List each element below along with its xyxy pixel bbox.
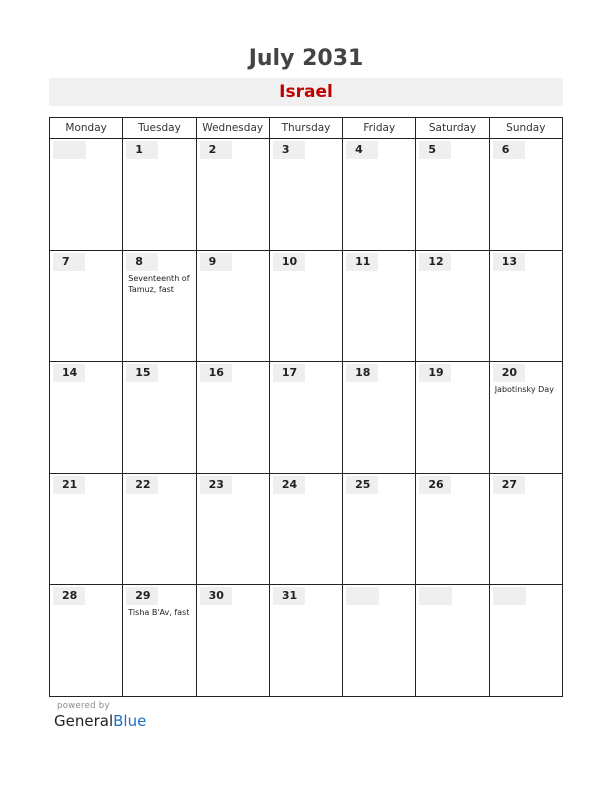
day-number: 31 <box>273 587 305 605</box>
weekday-thursday: Thursday <box>270 118 343 139</box>
day-cell <box>197 251 270 363</box>
day-number: 3 <box>273 141 305 159</box>
day-number: 28 <box>53 587 85 605</box>
weekday-monday: Monday <box>50 118 123 139</box>
calendar-grid <box>49 117 563 697</box>
day-number: 9 <box>200 253 232 271</box>
day-number: 25 <box>346 476 378 494</box>
day-cell <box>490 139 563 251</box>
day-cell <box>416 585 489 697</box>
day-number <box>493 587 526 605</box>
holiday-label: Jabotinsky Day <box>494 385 554 395</box>
day-cell <box>50 362 123 474</box>
week-row <box>50 139 563 251</box>
week-row <box>50 362 563 474</box>
generalblue-logo[interactable] <box>54 712 146 730</box>
day-cell <box>197 474 270 586</box>
weekday-wednesday: Wednesday <box>197 118 270 139</box>
day-number: 17 <box>273 364 305 382</box>
day-cell <box>416 474 489 586</box>
day-number: 29 <box>126 587 158 605</box>
day-cell <box>490 251 563 363</box>
day-number: 30 <box>200 587 232 605</box>
day-cell <box>343 474 416 586</box>
day-cell <box>416 139 489 251</box>
weekday-tuesday: Tuesday <box>123 118 196 139</box>
weekday-header-row <box>50 118 563 139</box>
day-cell <box>490 474 563 586</box>
day-number: 16 <box>200 364 232 382</box>
day-cell <box>123 585 196 697</box>
day-cell <box>490 362 563 474</box>
calendar-weeks <box>50 139 563 697</box>
day-number <box>419 587 452 605</box>
day-number <box>53 141 86 159</box>
day-number: 7 <box>53 253 85 271</box>
day-number: 26 <box>419 476 451 494</box>
week-row <box>50 474 563 586</box>
day-number: 21 <box>53 476 85 494</box>
day-number: 19 <box>419 364 451 382</box>
day-number: 2 <box>200 141 232 159</box>
day-number: 15 <box>126 364 158 382</box>
day-cell <box>50 474 123 586</box>
holiday-label: Seventeenth of Tamuz, fast <box>128 273 190 294</box>
day-number: 18 <box>346 364 378 382</box>
brand-blue: Blue <box>113 712 147 730</box>
day-number: 5 <box>419 141 451 159</box>
day-cell <box>197 139 270 251</box>
country-label: Israel <box>49 78 563 106</box>
day-number: 8 <box>126 253 158 271</box>
day-cell <box>50 585 123 697</box>
day-cell <box>490 585 563 697</box>
day-number: 1 <box>126 141 158 159</box>
day-number: 11 <box>346 253 378 271</box>
day-cell <box>343 362 416 474</box>
weekday-sunday: Sunday <box>490 118 563 139</box>
day-number: 6 <box>493 141 525 159</box>
day-number <box>346 587 379 605</box>
day-cell <box>197 585 270 697</box>
day-number: 14 <box>53 364 85 382</box>
day-cell <box>123 474 196 586</box>
day-cell <box>270 251 343 363</box>
day-cell <box>343 251 416 363</box>
day-cell <box>270 139 343 251</box>
day-cell <box>50 139 123 251</box>
day-number: 24 <box>273 476 305 494</box>
day-number: 22 <box>126 476 158 494</box>
brand-general: General <box>54 712 114 730</box>
day-cell <box>270 474 343 586</box>
holiday-label: Tisha B'Av, fast <box>128 608 190 618</box>
day-cell <box>343 139 416 251</box>
day-number: 10 <box>273 253 305 271</box>
weekday-friday: Friday <box>343 118 416 139</box>
day-number: 20 <box>493 364 525 382</box>
day-cell <box>123 139 196 251</box>
day-cell <box>123 251 196 363</box>
weekday-saturday: Saturday <box>416 118 489 139</box>
powered-by-label: powered by <box>57 701 110 711</box>
day-cell <box>197 362 270 474</box>
day-cell <box>50 251 123 363</box>
day-cell <box>123 362 196 474</box>
day-number: 4 <box>346 141 378 159</box>
day-cell <box>270 362 343 474</box>
day-number: 12 <box>419 253 451 271</box>
day-cell <box>270 585 343 697</box>
week-row <box>50 251 563 363</box>
day-cell <box>416 251 489 363</box>
week-row <box>50 585 563 697</box>
day-number: 13 <box>493 253 525 271</box>
day-number: 27 <box>493 476 525 494</box>
day-cell <box>343 585 416 697</box>
page-title: July 2031 <box>248 46 364 71</box>
day-number: 23 <box>200 476 232 494</box>
day-cell <box>416 362 489 474</box>
